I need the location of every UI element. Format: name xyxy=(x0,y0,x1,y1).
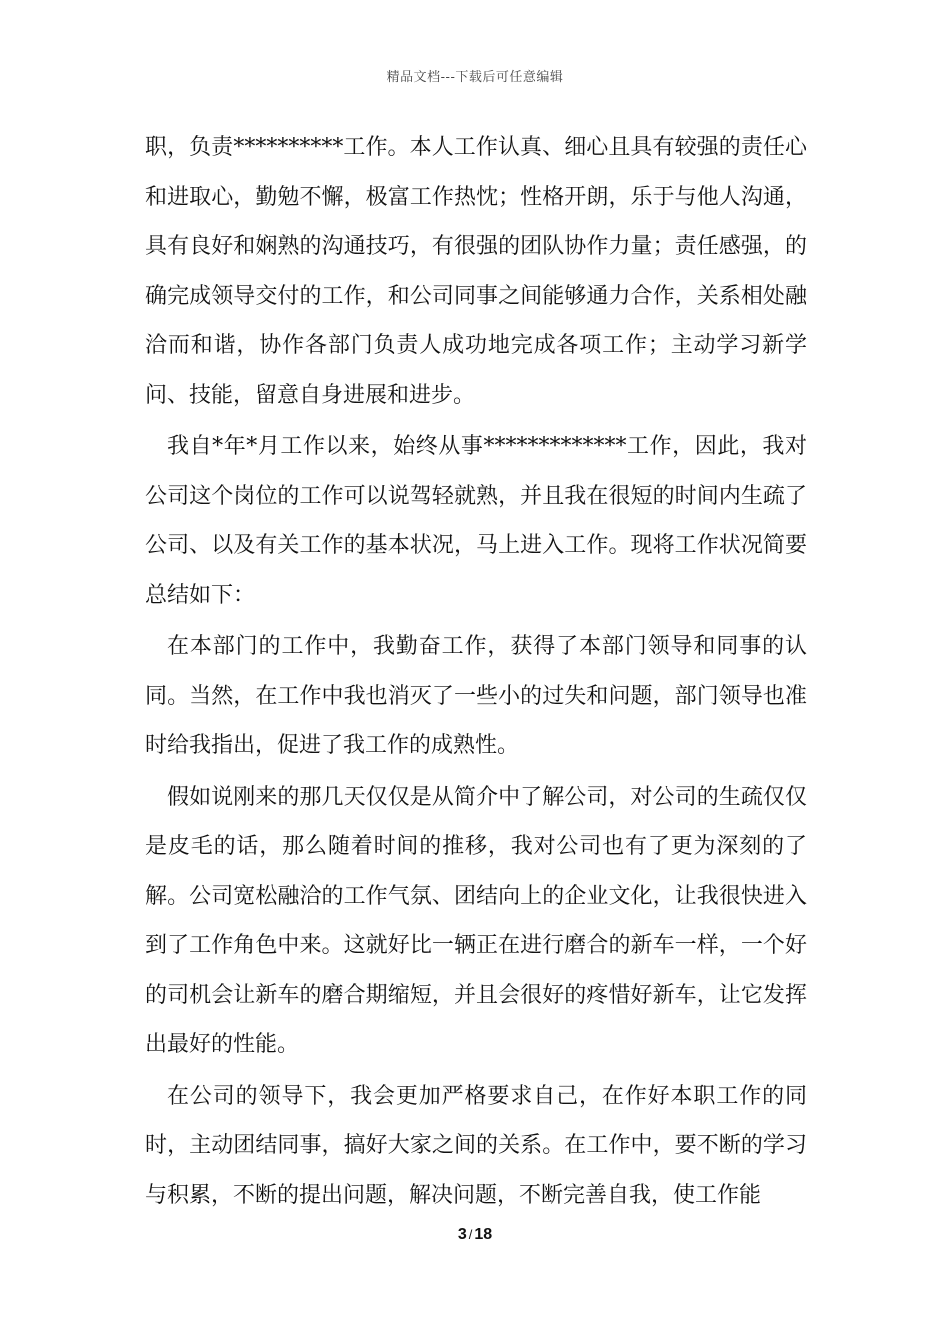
document-body xyxy=(145,123,807,1220)
page-separator: / xyxy=(468,1227,473,1242)
page-number xyxy=(0,1226,950,1244)
paragraph-5: 在公司的领导下，我会更加严格要求自己，在作好本职工作的同时，主动团结同事，搞好大家之间的关系。在工作中，要不断的学习与积累，不断的提出问题，解决问题，不断完善自我，使工作能 xyxy=(145,1083,807,1208)
paragraph-3: 在本部门的工作中，我勤奋工作，获得了本部门领导和同事的认同。当然，在工作中我也消灭了一些小的过失和问题，部门领导也准时给我指出，促进了我工作的成熟性。 xyxy=(145,634,807,758)
page-header: 精品文档---下载后可任意编辑 xyxy=(386,70,564,85)
paragraph-1: 职，负责**********工作。本人工作认真、细心且具有较强的责任心和进取心，勤勉不懈，极富工作热忱；性格开朗，乐于与他人沟通，具有良好和娴熟的沟通技巧，有很强的团队协作力量；责任感强，的确完成领导交付的工作，和公司同事之间能够通力合作，关系相处融洽而和谐，协作各部门负责人成功地完成各项工作；主动学习新学问、技能，留意自身进展和进步。 xyxy=(145,135,807,408)
paragraph-4: 假如说刚来的那几天仅仅是从简介中了解公司，对公司的生疏仅仅是皮毛的话，那么随着时间的推移，我对公司也有了更为深刻的了解。公司宽松融洽的工作气氛、团结向上的企业文化，让我很快进入到了工作角色中来。这就好比一辆正在进行磨合的新车一样，一个好的司机会让新车的磨合期缩短，并且会很好的疼惜好新车，让它发挥出最好的性能。 xyxy=(145,784,807,1057)
total-pages-number: 18 xyxy=(474,1226,493,1243)
current-page-number: 3 xyxy=(457,1226,467,1243)
paragraph-2: 我自*年*月工作以来，始终从事*************工作，因此，我对公司这个岗位的工作可以说驾轻就熟，并且我在很短的时间内生疏了公司、以及有关工作的基本状况，马上进入工作。现将工作状况简要总结如下： xyxy=(145,434,807,608)
